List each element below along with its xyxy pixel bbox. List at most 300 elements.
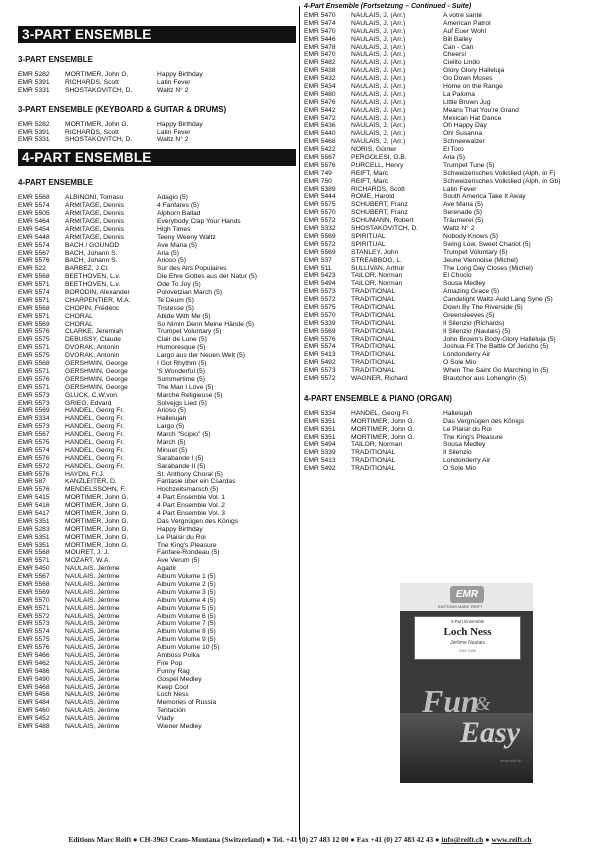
catalog-number: EMR 5468 [18, 683, 50, 691]
composer: MORTIMER, John G. [65, 120, 129, 128]
composer: MORTIMER, John G. [351, 417, 415, 425]
title: Hallelujah [443, 409, 473, 417]
composer: HÄNDEL, Georg Fr. [65, 438, 125, 446]
catalog-number: EMR 749 [304, 169, 332, 177]
list-item [304, 36, 586, 44]
composer: MOURET, J. J. [65, 549, 110, 557]
title: Londonderry Air [443, 351, 491, 359]
title: Largo aus der Neuen Welt (5) [157, 352, 245, 360]
list-item [304, 418, 586, 426]
subheading-4-part-piano: 4-PART ENSEMBLE & PIANO (ORGAN) [304, 393, 452, 403]
catalog-number: EMR 5490 [18, 675, 50, 683]
list-item [304, 241, 586, 249]
catalog-number: EMR 5440 [304, 130, 336, 138]
list-item [18, 273, 296, 281]
column-divider [299, 6, 300, 840]
catalog-number: EMR 5569 [304, 248, 336, 256]
catalog-number: EMR 5575 [18, 636, 50, 644]
catalog-number: EMR 5574 [18, 202, 50, 210]
title: Minuet (5) [157, 446, 188, 454]
list-4-part-continued [304, 12, 586, 383]
title: Auf Euer Wohl [443, 27, 486, 35]
catalog-number: EMR 5283 [18, 525, 50, 533]
catalog-number: EMR 5576 [304, 335, 336, 343]
list-item [18, 691, 296, 699]
list-item [18, 431, 296, 439]
title: Waltz N° 2 [157, 86, 189, 94]
catalog-number: EMR 5450 [18, 565, 50, 573]
list-item [304, 265, 586, 273]
composer: GRIEG, Edvard [65, 399, 112, 407]
composer: NAULAIS, J. (Arr.) [351, 83, 406, 91]
catalog-number: EMR 5339 [304, 449, 336, 457]
list-item [304, 20, 586, 28]
catalog-number: EMR 5282 [18, 71, 50, 78]
title: Sarabande I (5) [157, 454, 204, 462]
catalog-number: EMR 5468 [304, 138, 336, 146]
composer: TAILOR, Norman [351, 272, 403, 280]
catalog-number: EMR 5573 [18, 423, 50, 431]
subheading-3-part: 3-PART ENSEMBLE [18, 55, 93, 64]
list-item [18, 620, 296, 628]
emr-logo: EMR [450, 586, 484, 603]
title: Album Volume 1 (5) [157, 573, 216, 581]
catalog-number: EMR 5389 [304, 185, 336, 193]
title: I Got Rhythm (5) [157, 360, 207, 368]
composer: TRADITIONAL [351, 465, 396, 473]
title: Jeune Viennoise (Michel) [443, 256, 518, 264]
list-item [18, 352, 296, 360]
footer [0, 835, 600, 844]
composer: ARMITAGE, Dennis [65, 225, 124, 233]
list-item [304, 67, 586, 75]
title: Polovetzian March (5) [157, 289, 223, 297]
title: Il Silenzio [443, 449, 472, 457]
catalog-number: EMR 5391 [18, 128, 50, 136]
catalog-number: EMR 5478 [304, 43, 336, 51]
subheading-4-part: 4-PART ENSEMBLE [18, 178, 93, 188]
catalog-number: EMR 5331 [18, 136, 50, 144]
catalog-number: EMR 5570 [18, 596, 50, 604]
list-item [18, 502, 296, 510]
title: El Toro [443, 146, 464, 154]
composer: STREABBOG, L. [351, 256, 402, 264]
composer: MORTIMER, John G. [65, 71, 129, 78]
catalog-number: EMR 5575 [18, 352, 50, 360]
composer: RICHARDS, Scott [65, 78, 119, 86]
catalog-number: EMR 5460 [18, 707, 50, 715]
list-item [304, 75, 586, 83]
catalog-number: EMR 5413 [304, 351, 336, 359]
composer: SHOSTAKOVITCH, D. [65, 86, 133, 94]
title: Latin Fever [157, 128, 191, 136]
title: The Long Day Closes (Michel) [443, 264, 533, 272]
catalog-number: EMR 5470 [304, 27, 336, 35]
title: Wiener Medley [157, 723, 202, 731]
list-item [304, 280, 586, 288]
catalog-number: EMR 5569 [304, 232, 336, 240]
list-item [18, 281, 296, 289]
title: O Sole Mio [443, 465, 477, 473]
list-item [304, 146, 586, 154]
catalog-number: EMR 5480 [304, 90, 336, 98]
list-item [18, 384, 296, 392]
composer: MORTIMER, John G. [65, 541, 129, 549]
list-item [18, 565, 296, 573]
catalog-number: EMR 5505 [18, 210, 50, 218]
list-item [18, 194, 296, 202]
title: Das Vergnügen des Königs [157, 517, 239, 525]
title: Album Volume 2 (5) [157, 580, 216, 588]
title: Hochzeitsmarsch (5) [157, 486, 219, 494]
title: Funny Rag [157, 667, 190, 675]
composer: NAULAIS, Jérôme [65, 707, 120, 715]
title: Tristesse (5) [157, 304, 194, 312]
title: Das Vergnügen des Königs [443, 417, 525, 425]
list-item [18, 534, 296, 542]
list-item [18, 313, 296, 321]
title: 4 Part Ensemble Vol. 2 [157, 502, 226, 510]
list-item [18, 423, 296, 431]
list-item [304, 296, 586, 304]
list-item [304, 186, 586, 194]
composer: STANLEY, John [351, 248, 399, 256]
title: Serenade (5) [443, 209, 483, 217]
composer: DVORAK, Antonin [65, 352, 120, 360]
catalog-number: EMR 5571 [18, 344, 50, 352]
composer: SULLIVAN, Arthur [351, 264, 405, 272]
composer: NAULAIS, Jérôme [65, 659, 120, 667]
catalog-number: EMR 5415 [18, 494, 50, 502]
list-item [18, 723, 296, 731]
list-item [18, 336, 296, 344]
list-item [18, 305, 296, 313]
title: Sur des Airs Populaires [157, 265, 227, 273]
composer: NAULAIS, Jérôme [65, 596, 120, 604]
composer: NAULAIS, J. (Arr.) [351, 98, 406, 106]
composer: NAULAIS, Jérôme [65, 588, 120, 596]
composer: NAULAIS, J. (Arr.) [351, 75, 406, 83]
catalog-number: EMR 5576 [18, 454, 50, 462]
list-item [304, 217, 586, 225]
title: Album Volume 4 (5) [157, 596, 216, 604]
list-item [304, 367, 586, 375]
title-panel [414, 616, 521, 660]
catalog-number: EMR 5413 [304, 457, 336, 465]
list-item [304, 375, 586, 383]
title: A votre santé [443, 12, 483, 19]
footer-email-link[interactable]: info@reift.ch [441, 835, 484, 844]
list-item [18, 250, 296, 258]
footer-web-link[interactable]: www.reift.ch [491, 835, 532, 844]
title: Clair de Lune (5) [157, 336, 207, 344]
title: So Nimm Denn Meine Hände (5) [157, 320, 255, 328]
list-item [304, 320, 586, 328]
composer: NAULAIS, Jérôme [65, 612, 120, 620]
list-item [18, 455, 296, 463]
list-item [304, 209, 586, 217]
catalog-number: EMR 587 [18, 478, 46, 486]
list-3-part [18, 71, 296, 95]
composer: HÄNDEL, Georg Fr. [65, 415, 125, 423]
catalog-number: EMR 5571 [18, 367, 50, 375]
composer: NAULAIS, Jérôme [65, 652, 120, 659]
list-item [304, 170, 586, 178]
list-item [304, 162, 586, 170]
list-item [18, 289, 296, 297]
list-item [18, 226, 296, 234]
catalog-number: EMR 5448 [18, 233, 50, 241]
catalog-number: EMR 5569 [18, 320, 50, 328]
catalog-number: EMR 5568 [18, 580, 50, 588]
composer: TRADITIONAL [351, 319, 396, 327]
catalog-number: EMR 5492 [304, 359, 336, 367]
composer: TRADITIONAL [351, 343, 396, 351]
composer: NORIS, Günter [351, 146, 397, 154]
cover-url: www.reift.ch [500, 758, 522, 763]
composer: REIFT, Marc [351, 169, 389, 177]
title: Latin Fever [157, 78, 191, 86]
composer: TRADITIONAL [351, 327, 396, 335]
title: Arioso (5) [157, 257, 186, 265]
composer: RICHARDS, Scott [65, 128, 119, 136]
cover-code: EMR 5456 [459, 649, 476, 653]
title: Hallelujah [157, 415, 187, 423]
right-column [304, 0, 586, 473]
composer: NAULAIS, Jérôme [65, 723, 120, 731]
composer: NAULAIS, Jérôme [65, 604, 120, 612]
title: Bill Bailey [443, 35, 472, 43]
title: Down By The Riverside (5) [443, 303, 523, 311]
catalog-number: EMR 5436 [304, 122, 336, 130]
composer: TRADITIONAL [351, 288, 396, 296]
composer: GERSHWIN, George [65, 375, 128, 383]
title: Album Volume 7 (5) [157, 620, 216, 628]
catalog-number: EMR 5570 [304, 311, 336, 319]
composer: GERSHWIN, George [65, 360, 128, 368]
list-item [304, 193, 586, 201]
catalog-number: EMR 5423 [304, 272, 336, 280]
list-item [18, 478, 296, 486]
cover-title: Loch Ness [443, 626, 492, 638]
composer: HÄNDEL, Georg Fr. [65, 431, 125, 439]
left-column [18, 0, 296, 731]
list-item [304, 426, 586, 434]
composer: ARMITAGE, Dennis [65, 233, 124, 241]
list-item [304, 201, 586, 209]
list-item [304, 328, 586, 336]
catalog-number: EMR 5576 [18, 257, 50, 265]
composer: NAULAIS, Jérôme [65, 675, 120, 683]
composer: NAULAIS, Jérôme [65, 636, 120, 644]
title: 4 Fanfares (5) [157, 202, 199, 210]
list-4-part [18, 194, 296, 731]
catalog-number: EMR 5572 [304, 374, 336, 382]
title: Oh Happy Day [443, 122, 487, 130]
title: El Choclo [443, 272, 472, 280]
title: Il Silenzio (Richards) [443, 319, 505, 327]
list-item [18, 297, 296, 305]
composer: TRADITIONAL [351, 296, 396, 304]
composer: SHOSTAKOVITCH, D. [351, 225, 419, 233]
composer: CHOPIN, Frédéric [65, 304, 120, 312]
catalog-number: EMR 5472 [304, 114, 336, 122]
title: Happy Birthday [157, 71, 203, 78]
catalog-number: EMR 5576 [18, 328, 50, 336]
catalog-number: EMR 5567 [304, 154, 336, 162]
list-item [304, 225, 586, 233]
catalog-number: EMR 5575 [18, 438, 50, 446]
cover-easy: Easy [460, 716, 520, 749]
catalog-number: EMR 5576 [18, 486, 50, 494]
composer: BEETHOVEN, L.v. [65, 281, 121, 289]
list-item [18, 257, 296, 265]
catalog-number: EMR 5575 [304, 201, 336, 209]
composer: REIFT, Marc [351, 177, 389, 185]
composer: TRADITIONAL [351, 351, 396, 359]
catalog-number: EMR 5569 [18, 407, 50, 415]
catalog-number: EMR 5464 [18, 218, 50, 226]
list-item [18, 234, 296, 242]
catalog-number: EMR 5568 [18, 304, 50, 312]
composer: MENDELSSOHN, F. [65, 486, 126, 494]
list-item [18, 400, 296, 408]
composer: NAULAIS, J. (Arr.) [351, 90, 406, 98]
footer-separator: ● [483, 835, 492, 844]
title: Album Volume 9 (5) [157, 636, 216, 644]
catalog-number: EMR 5567 [18, 431, 50, 439]
list-item [304, 28, 586, 36]
catalog-number: EMR 5569 [304, 327, 336, 335]
catalog-number: EMR 5446 [304, 35, 336, 43]
catalog-number: EMR 5474 [304, 19, 336, 27]
title: 'S Wonderful (5) [157, 367, 205, 375]
list-item [304, 257, 586, 265]
catalog-number: EMR 5494 [304, 441, 336, 449]
list-item [304, 249, 586, 257]
title: Everybody Clap Your Hands [157, 218, 241, 226]
catalog-number: EMR 5482 [304, 59, 336, 67]
list-item [304, 441, 586, 449]
catalog-number: EMR 5576 [304, 161, 336, 169]
catalog-number: EMR 5576 [18, 375, 50, 383]
list-item [304, 44, 586, 52]
title: Brautchor aus Lohengrin (5) [443, 374, 527, 382]
list-item [304, 122, 586, 130]
title: Album Volume 6 (5) [157, 612, 216, 620]
composer: MORTIMER, John G. [351, 425, 415, 433]
composer: MORTIMER, John G. [65, 509, 129, 517]
list-item [304, 359, 586, 367]
title: Album Volume 3 (5) [157, 588, 216, 596]
list-item [18, 526, 296, 534]
cover-fun: Fun [422, 683, 479, 719]
composer: KANZLEITER, D. [65, 478, 117, 486]
cover-series: 4-Part Ensemble [450, 619, 485, 624]
list-item [18, 136, 296, 144]
catalog-number: EMR 5391 [18, 78, 50, 86]
catalog-number: EMR 5416 [18, 502, 50, 510]
list-item [18, 376, 296, 384]
catalog-number: EMR 5466 [18, 652, 50, 659]
title: The King's Pleasure [443, 433, 503, 441]
catalog-number: EMR 5438 [304, 67, 336, 75]
catalog-number: EMR 5351 [18, 541, 50, 549]
list-3-part-keyboard [18, 121, 296, 145]
title: La Paloma [443, 90, 475, 98]
list-item [18, 494, 296, 502]
catalog-number: EMR 5569 [18, 588, 50, 596]
composer: TAILOR, Norman [351, 280, 403, 288]
composer: BACH, Johann S. [65, 257, 118, 265]
list-item [304, 115, 586, 123]
list-item [18, 71, 296, 79]
composer: NAULAIS, J. (Arr.) [351, 67, 406, 75]
composer: NAULAIS, Jérôme [65, 667, 120, 675]
composer: ALBINONI, Tomaso [65, 194, 124, 202]
title: The Man I Love (5) [157, 383, 214, 391]
composer: NAULAIS, Jérôme [65, 644, 120, 652]
list-item [304, 59, 586, 67]
catalog-number: EMR 5444 [304, 193, 336, 201]
title: Mexican Hat Dance [443, 114, 502, 122]
composer: NAULAIS, Jérôme [65, 683, 120, 691]
list-item [304, 99, 586, 107]
list-item [18, 613, 296, 621]
list-item [18, 392, 296, 400]
title: John Brown's Body-Glory Halleluja (5) [443, 335, 556, 343]
composer: BORODIN, Alexander [65, 289, 130, 297]
title: Fantasie über ein Csardas [157, 478, 236, 486]
title: Sousa Medley [443, 280, 486, 288]
composer: NAULAIS, J. (Arr.) [351, 130, 406, 138]
title: Le Plaisir du Roi [157, 533, 206, 541]
title: March (5) [157, 438, 186, 446]
list-item [304, 343, 586, 351]
list-item [18, 121, 296, 129]
list-item [18, 129, 296, 137]
catalog-number: EMR 5470 [304, 51, 336, 59]
list-item [18, 79, 296, 87]
list-item [18, 471, 296, 479]
title: Glory Glory Halleluja [443, 67, 505, 75]
title: Aria (5) [443, 154, 465, 162]
list-item [18, 557, 296, 565]
catalog-number: EMR 5339 [304, 319, 336, 327]
composer: CHORAL [65, 312, 93, 320]
composer: HÄNDEL, Georg Fr. [65, 462, 125, 470]
title: 4 Part Ensemble Vol. 3 [157, 509, 226, 517]
composer: NAULAIS, J. (Arr.) [351, 106, 406, 114]
composer: TRADITIONAL [351, 457, 396, 465]
composer: NAULAIS, Jérôme [65, 620, 120, 628]
list-item [304, 154, 586, 162]
title: Happy Birthday [157, 525, 203, 533]
title: Agadir [157, 565, 177, 573]
catalog-number: EMR 5488 [18, 723, 50, 731]
list-item [18, 660, 296, 668]
title: Humoresque (5) [157, 344, 206, 352]
composer: TRADITIONAL [351, 367, 396, 375]
composer: HÄNDEL, Georg Fr. [351, 409, 411, 417]
catalog-number: EMR 5571 [18, 557, 50, 565]
subheading-3-part-keyboard: 3-PART ENSEMBLE (KEYBOARD & GUITAR & DRUMS) [18, 104, 227, 114]
list-item [18, 210, 296, 218]
title: Arioso (5) [157, 407, 186, 415]
title: Latin Fever [443, 185, 477, 193]
title: Go Down Moses [443, 75, 493, 83]
composer: TRADITIONAL [351, 311, 396, 319]
